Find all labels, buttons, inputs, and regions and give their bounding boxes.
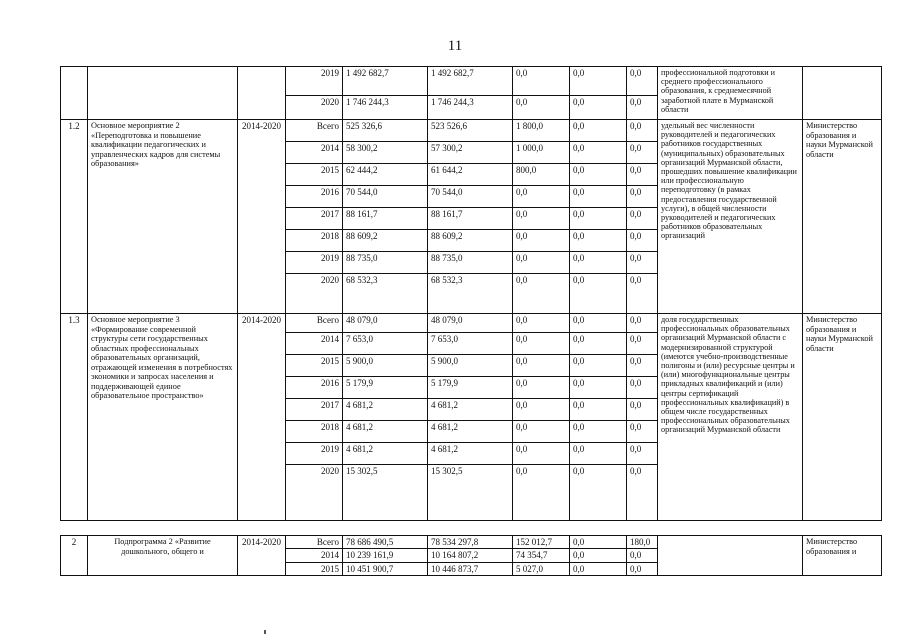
federal-value: 0,0 [513,443,570,465]
total-value: 62 444,2 [343,164,428,186]
other-value: 0,0 [627,67,658,96]
local-value: 0,0 [570,252,627,274]
regional-value: 5 179,9 [428,377,513,399]
other-value: 0,0 [627,120,658,142]
total-value: 88 735,0 [343,252,428,274]
local-value: 0,0 [570,314,627,333]
federal-value: 0,0 [513,355,570,377]
year-cell: 2020 [286,96,343,120]
indicator-cell: профессиональной подготовки и среднего профессионального образования, к среднемесячной заработной плате в Мурманской области [658,67,803,120]
indicator-cell [658,536,803,576]
year-cell: 2016 [286,186,343,208]
total-value: 70 544,0 [343,186,428,208]
local-value: 0,0 [570,549,627,562]
regional-value: 68 532,3 [428,274,513,314]
federal-value: 0,0 [513,333,570,355]
federal-value: 5 027,0 [513,562,570,575]
scan-speck [264,630,266,634]
year-cell: 2018 [286,421,343,443]
other-value: 0,0 [627,142,658,164]
regional-value: 10 446 873,7 [428,562,513,575]
year-cell: Всего [286,314,343,333]
local-value: 0,0 [570,274,627,314]
regional-value: 78 534 297,8 [428,536,513,549]
federal-value: 1 800,0 [513,120,570,142]
local-value: 0,0 [570,96,627,120]
total-value: 4 681,2 [343,399,428,421]
activity-name: Основное мероприятие 2 «Переподготовка и повышение квалификации педагогических и управленческих кадров для системы образования» [88,120,238,314]
total-value: 1 492 682,7 [343,67,428,96]
year-cell: 2019 [286,252,343,274]
subprogram-name: Подпрограмма 2 «Развитие дошкольного, общего и [88,536,238,576]
local-value: 0,0 [570,562,627,575]
total-value: 58 300,2 [343,142,428,164]
total-value: 10 451 900,7 [343,562,428,575]
federal-value: 0,0 [513,96,570,120]
regional-value: 4 681,2 [428,399,513,421]
federal-value: 0,0 [513,314,570,333]
regional-value: 4 681,2 [428,421,513,443]
federal-value: 0,0 [513,377,570,399]
regional-value: 523 526,6 [428,120,513,142]
federal-value: 0,0 [513,252,570,274]
year-cell: 2015 [286,355,343,377]
local-value: 0,0 [570,164,627,186]
name-cell [88,67,238,120]
table-row [61,314,882,333]
table-gap [61,521,882,536]
other-value: 180,0 [627,536,658,549]
year-cell: 2015 [286,164,343,186]
executor-cell: Министерство образования и [803,536,882,576]
federal-value: 152 012,7 [513,536,570,549]
total-value: 15 302,5 [343,465,428,521]
regional-value: 70 544,0 [428,186,513,208]
local-value: 0,0 [570,355,627,377]
year-cell: 2020 [286,465,343,521]
table-row [61,536,882,549]
regional-value: 15 302,5 [428,465,513,521]
year-cell: 2020 [286,274,343,314]
period-cell [238,67,286,120]
year-cell: 2016 [286,377,343,399]
total-value: 4 681,2 [343,421,428,443]
other-value: 0,0 [627,208,658,230]
local-value: 0,0 [570,67,627,96]
total-value: 10 239 161,9 [343,549,428,562]
other-value: 0,0 [627,186,658,208]
year-cell: 2018 [286,230,343,252]
other-value: 0,0 [627,377,658,399]
other-value: 0,0 [627,96,658,120]
total-value: 4 681,2 [343,443,428,465]
year-cell: 2014 [286,333,343,355]
total-value: 7 653,0 [343,333,428,355]
year-cell: 2017 [286,208,343,230]
period: 2014-2020 [238,536,286,576]
federal-value: 0,0 [513,421,570,443]
regional-value: 57 300,2 [428,142,513,164]
regional-value: 48 079,0 [428,314,513,333]
num-cell [61,67,88,120]
regional-value: 1 746 244,3 [428,96,513,120]
total-value: 88 161,7 [343,208,428,230]
local-value: 0,0 [570,377,627,399]
total-value: 5 179,9 [343,377,428,399]
other-value: 0,0 [627,562,658,575]
executor-cell: Министерство образования и науки Мурманской области [803,120,882,314]
regional-value: 88 161,7 [428,208,513,230]
federal-value: 0,0 [513,274,570,314]
other-value: 0,0 [627,443,658,465]
executor-cell [803,67,882,120]
gap-cell [61,521,882,536]
local-value: 0,0 [570,399,627,421]
local-value: 0,0 [570,443,627,465]
local-value: 0,0 [570,230,627,252]
other-value: 0,0 [627,333,658,355]
activity-name: Основное мероприятие 3 «Формирование современной структуры сети государственных областных профессиональных образовательных организаций, отражающей изменения в потребностях экономики и запросах населения и поддерживающей единое образовательное пространство» [88,314,238,521]
other-value: 0,0 [627,274,658,314]
budget-table [60,66,882,576]
table-row [61,67,882,96]
indicator-cell: доля государственных профессиональных образовательных организаций Мурманской области с модернизированной структурой (имеются учебно-производственные полигоны и (или) ресурсные центры и (или) многофункциональные центры прикладных квалификаций и (или) центры сертификаций профессиональных квалификаций) в общем числе государственных профессиональных образовательных организаций Мурманской области [658,314,803,521]
other-value: 0,0 [627,399,658,421]
regional-value: 88 735,0 [428,252,513,274]
federal-value: 0,0 [513,208,570,230]
regional-value: 1 492 682,7 [428,67,513,96]
total-value: 48 079,0 [343,314,428,333]
year-cell: 2019 [286,67,343,96]
year-cell: 2019 [286,443,343,465]
other-value: 0,0 [627,164,658,186]
total-value: 5 900,0 [343,355,428,377]
other-value: 0,0 [627,314,658,333]
other-value: 0,0 [627,230,658,252]
total-value: 88 609,2 [343,230,428,252]
row-number: 2 [61,536,88,576]
federal-value: 0,0 [513,399,570,421]
regional-value: 88 609,2 [428,230,513,252]
other-value: 0,0 [627,421,658,443]
federal-value: 1 000,0 [513,142,570,164]
federal-value: 74 354,7 [513,549,570,562]
regional-value: 5 900,0 [428,355,513,377]
year-cell: 2014 [286,142,343,164]
local-value: 0,0 [570,536,627,549]
regional-value: 7 653,0 [428,333,513,355]
total-value: 78 686 490,5 [343,536,428,549]
row-number: 1.3 [61,314,88,521]
row-number: 1.2 [61,120,88,314]
federal-value: 0,0 [513,230,570,252]
other-value: 0,0 [627,549,658,562]
federal-value: 0,0 [513,67,570,96]
table-row [61,120,882,142]
federal-value: 800,0 [513,164,570,186]
local-value: 0,0 [570,120,627,142]
executor-cell: Министерство образования и науки Мурманской области [803,314,882,521]
local-value: 0,0 [570,333,627,355]
local-value: 0,0 [570,208,627,230]
total-value: 68 532,3 [343,274,428,314]
page-number: 11 [447,38,463,54]
indicator-cell: удельный вес численности руководителей и педагогических работников государственных (муниципальных) образовательных организаций Мурманской области, прошедших повышение квалификации или профессиональную переподготовку (в рамках предоставления государственной услуги), в общей численности руководителей и педагогических работников образовательных организаций [658,120,803,314]
regional-value: 61 644,2 [428,164,513,186]
federal-value: 0,0 [513,186,570,208]
federal-value: 0,0 [513,465,570,521]
year-cell: 2015 [286,562,343,575]
period: 2014-2020 [238,314,286,521]
other-value: 0,0 [627,465,658,521]
total-value: 525 326,6 [343,120,428,142]
year-cell: 2014 [286,549,343,562]
year-cell: Всего [286,120,343,142]
regional-value: 4 681,2 [428,443,513,465]
year-cell: Всего [286,536,343,549]
regional-value: 10 164 807,2 [428,549,513,562]
other-value: 0,0 [627,252,658,274]
other-value: 0,0 [627,355,658,377]
year-cell: 2017 [286,399,343,421]
local-value: 0,0 [570,142,627,164]
local-value: 0,0 [570,421,627,443]
local-value: 0,0 [570,186,627,208]
period: 2014-2020 [238,120,286,314]
local-value: 0,0 [570,465,627,521]
total-value: 1 746 244,3 [343,96,428,120]
